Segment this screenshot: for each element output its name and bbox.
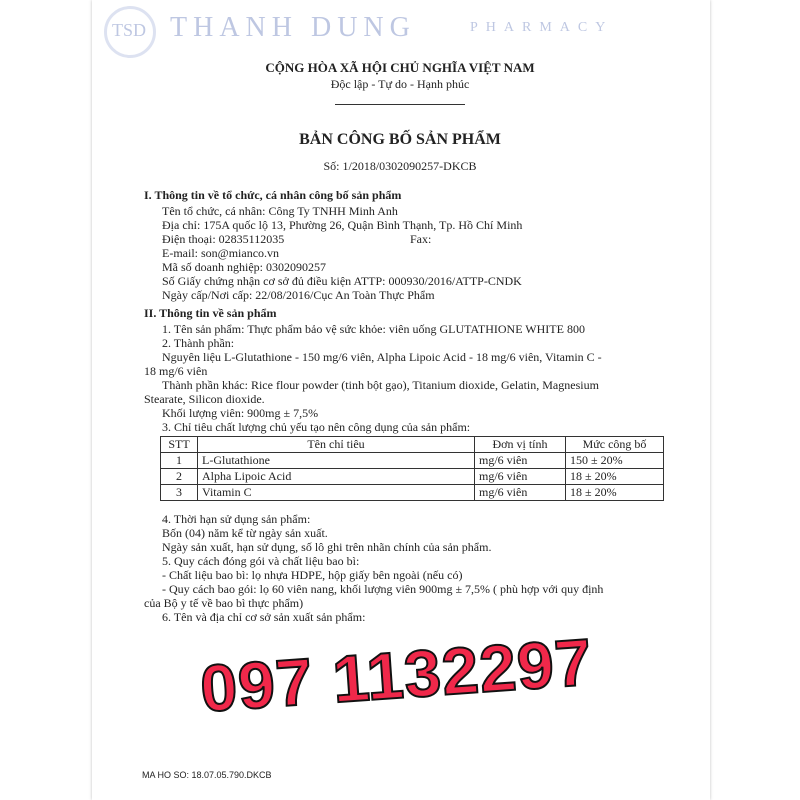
motto: Độc lập - Tự do - Hạnh phúc [330, 77, 470, 91]
cell: 2 [161, 469, 198, 485]
cell: L-Glutathione [198, 453, 475, 469]
section2-heading: II. Thông tin về sản phẩm [144, 306, 277, 320]
raw-materials-cont: 18 mg/6 viên [144, 364, 208, 378]
table-row [161, 469, 664, 485]
header-unit: Đơn vị tính [475, 437, 566, 453]
address: Địa chỉ: 175A quốc lộ 13, Phường 26, Quận Bình Thạnh, Tp. Hồ Chí Minh [162, 218, 523, 232]
tax-code: Mã số doanh nghiệp: 0302090257 [162, 260, 326, 274]
cell: mg/6 viên [475, 453, 566, 469]
logo-name: THANH DUNG [170, 12, 416, 43]
cell: 3 [161, 485, 198, 501]
other-ingredients-cont: Stearate, Silicon dioxide. [144, 392, 265, 406]
file-code: MA HO SO: 18.07.05.790.DKCB [142, 770, 272, 780]
header-name: Tên chỉ tiêu [198, 437, 475, 453]
raw-materials: Nguyên liệu L-Glutathione - 150 mg/6 viên, Alpha Lipoic Acid - 18 mg/6 viên, Vitamin C - [162, 350, 602, 364]
product-name: 1. Tên sản phẩm: Thực phẩm bảo vệ sức khỏe: viên uống GLUTATHIONE WHITE 800 [162, 322, 585, 336]
section1-heading: I. Thông tin về tổ chức, cá nhân công bố sản phẩm [144, 188, 402, 202]
packaging-spec: - Quy cách bao gói: lọ 60 viên nang, khối lượng viên 900mg ± 7,5% ( phù hợp với quy định [162, 582, 604, 596]
email: E-mail: son@mianco.vn [162, 246, 280, 260]
page-title: BẢN CÔNG BỐ SẢN PHẨM [299, 131, 501, 148]
table-row [161, 453, 664, 469]
table-row [161, 485, 664, 501]
cell: Alpha Lipoic Acid [198, 469, 475, 485]
cell: 1 [161, 453, 198, 469]
nation-heading: CỘNG HÒA XÃ HỘI CHỦ NGHĨA VIỆT NAM [265, 60, 535, 75]
quality-label: 3. Chỉ tiêu chất lượng chủ yếu tạo nên công dụng của sản phẩm: [162, 420, 471, 434]
divider [335, 104, 465, 105]
cell: mg/6 viên [475, 485, 566, 501]
phone-watermark: 097 1132297 [197, 624, 595, 726]
shelf-life: Bốn (04) năm kể từ ngày sản xuất. [162, 526, 328, 540]
phone: Điện thoại: 02835112035 [162, 232, 285, 246]
document-number: Số: 1/2018/0302090257-DKCB [323, 159, 477, 173]
table-header [161, 437, 664, 453]
cell: 18 ± 20% [566, 485, 664, 501]
pill-weight: Khối lượng viên: 900mg ± 7,5% [162, 406, 319, 420]
composition-label: 2. Thành phần: [162, 336, 235, 350]
issue-info: Ngày cấp/Nơi cấp: 22/08/2016/Cục An Toàn Thực Phẩm [162, 288, 435, 302]
logo-mark: TSD [112, 20, 147, 40]
org-name: Tên tổ chức, cá nhân: Công Ty TNHH Minh Anh [162, 204, 398, 218]
quality-table [160, 436, 664, 501]
cell: mg/6 viên [475, 469, 566, 485]
header-value: Mức công bố [566, 437, 664, 453]
shelf-life-label: 4. Thời hạn sử dụng sản phẩm: [162, 512, 311, 526]
manufacturer-label: 6. Tên và địa chỉ cơ sở sản xuất sản phẩm: [162, 610, 366, 624]
packaging-spec-cont: của Bộ y tế về bao bì thực phẩm) [144, 596, 304, 610]
logo-sub: PHARMACY [470, 20, 614, 35]
packaging-label: 5. Quy cách đóng gói và chất liệu bao bì: [162, 554, 360, 568]
packaging-material: - Chất liệu bao bì: lọ nhựa HDPE, hộp giấy bên ngoài (nếu có) [162, 568, 463, 582]
fax: Fax: [410, 232, 432, 246]
header-stt: STT [161, 437, 198, 453]
cell: Vitamin C [198, 485, 475, 501]
other-ingredients: Thành phần khác: Rice flour powder (tinh bột gạo), Titanium dioxide, Gelatin, Magnesium [162, 378, 599, 392]
cell: 18 ± 20% [566, 469, 664, 485]
certificate: Số Giấy chứng nhận cơ sở đủ điều kiện ATTP: 000930/2016/ATTP-CNDK [162, 274, 522, 288]
shelf-life-note: Ngày sản xuất, hạn sử dụng, số lô ghi trên nhãn chính của sản phẩm. [162, 540, 492, 554]
cell: 150 ± 20% [566, 453, 664, 469]
